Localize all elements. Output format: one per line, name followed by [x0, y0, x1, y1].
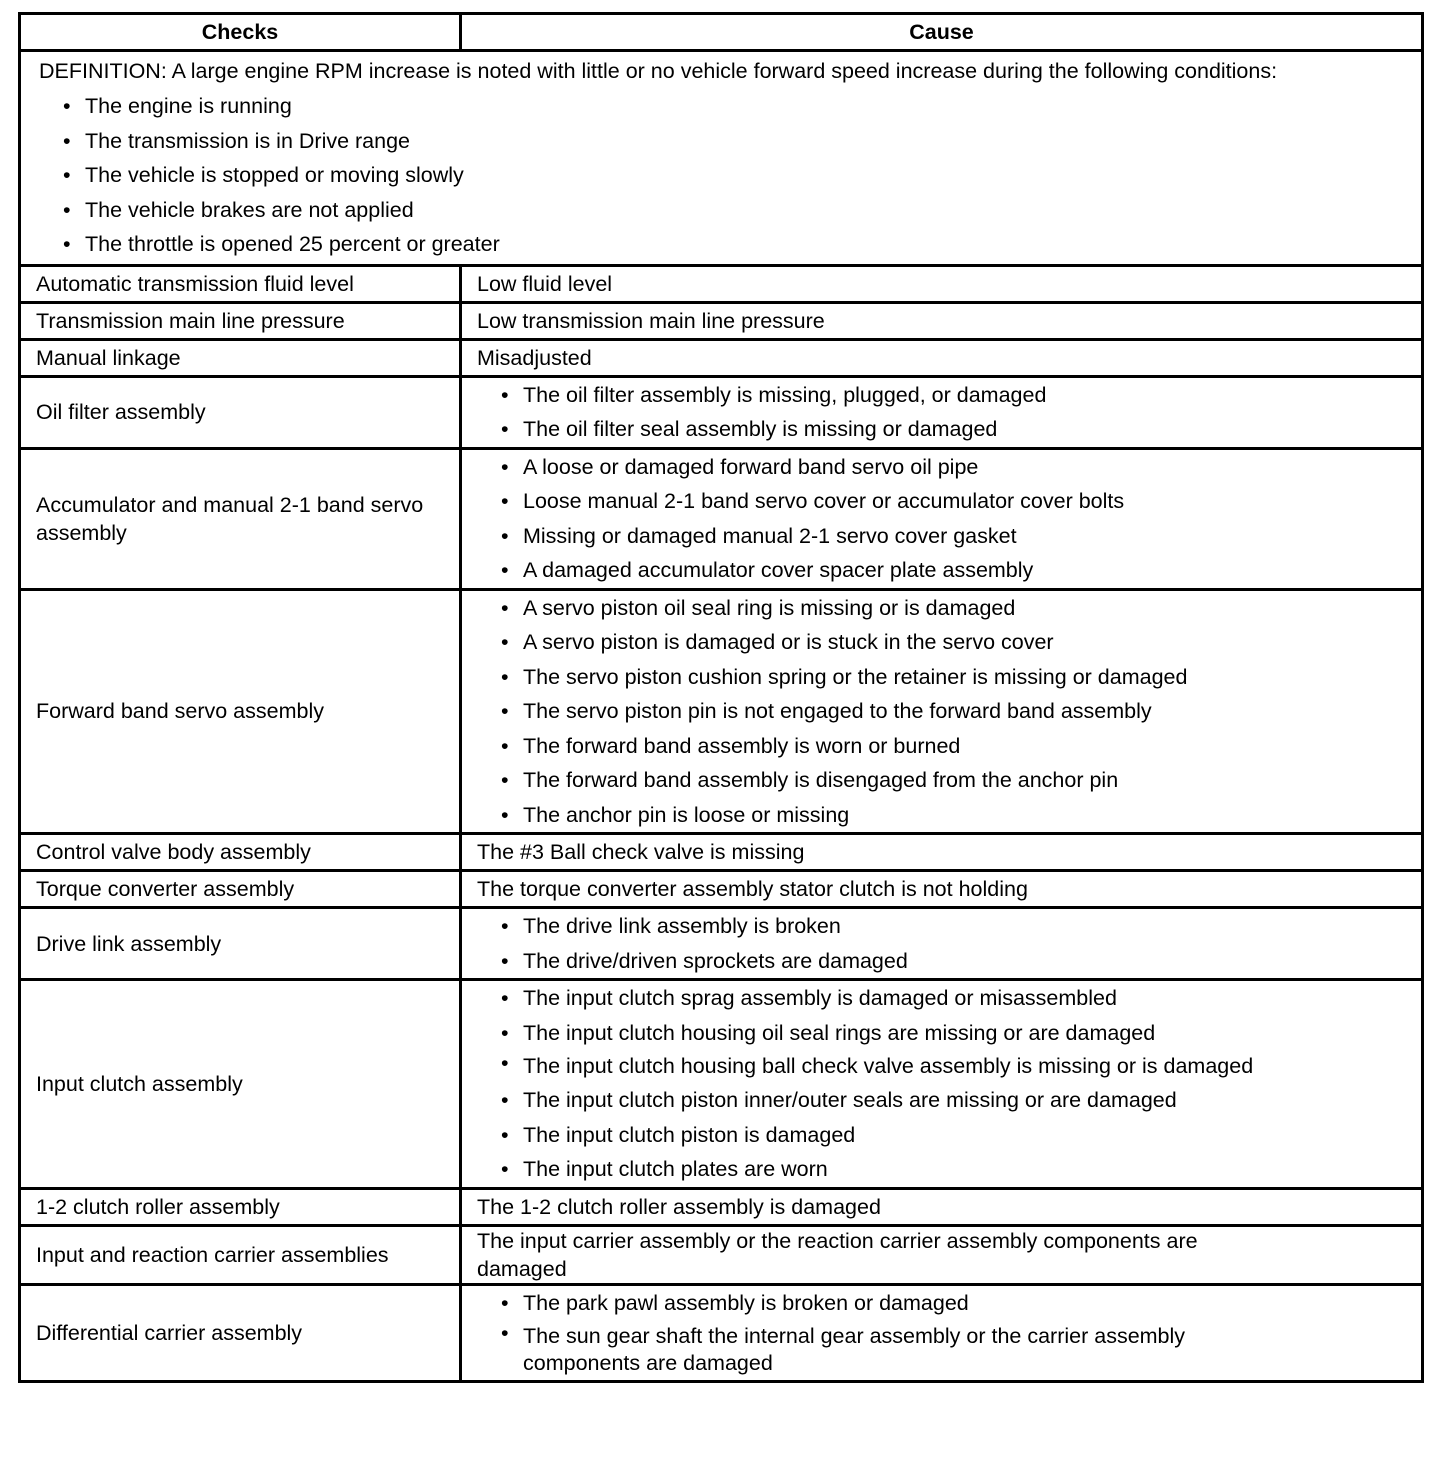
cause-list: [477, 981, 1411, 1187]
cause-item: • The oil filter assembly is missing, plugged, or damaged: [477, 378, 1411, 413]
cause-cell: [461, 1225, 1423, 1284]
table-row: [20, 589, 1423, 834]
check-cell: Forward band servo assembly: [20, 589, 461, 834]
table-row: [20, 1188, 1423, 1225]
cause-item: • The input clutch piston is damaged: [477, 1118, 1411, 1153]
cause-list: [477, 1286, 1221, 1381]
cause-item: • The input clutch sprag assembly is damaged or misassembled: [477, 981, 1411, 1016]
header-row: [20, 14, 1423, 51]
cause-list: [477, 378, 1411, 447]
table-row: [20, 448, 1423, 589]
cause-item: • The oil filter seal assembly is missing or damaged: [477, 412, 1411, 447]
cause-item: • A servo piston oil seal ring is missing or is damaged: [477, 591, 1411, 626]
check-cell: Accumulator and manual 2-1 band servo assembly: [20, 448, 461, 589]
table-row: [20, 834, 1423, 871]
check-cell: Torque converter assembly: [20, 871, 461, 908]
diagnostic-table: [18, 12, 1424, 1383]
cause-item: • The input clutch plates are worn: [477, 1152, 1411, 1187]
table-row: [20, 265, 1423, 302]
check-cell: Input clutch assembly: [20, 980, 461, 1189]
cause-cell: Low transmission main line pressure: [461, 302, 1423, 339]
cause-cell: [461, 908, 1423, 980]
cause-cell: [461, 376, 1423, 448]
table-row: [20, 871, 1423, 908]
cause-item: • The input clutch housing oil seal rings are missing or are damaged: [477, 1016, 1411, 1051]
condition-item: • The transmission is in Drive range: [39, 124, 1409, 159]
check-cell: Drive link assembly: [20, 908, 461, 980]
cause-list: [477, 909, 1411, 978]
check-cell: 1-2 clutch roller assembly: [20, 1188, 461, 1225]
cause-cell: [461, 1284, 1423, 1382]
cause-cell: Misadjusted: [461, 339, 1423, 376]
check-cell: Manual linkage: [20, 339, 461, 376]
cause-item: • A servo piston is damaged or is stuck in the servo cover: [477, 625, 1411, 660]
cause-item: • The anchor pin is loose or missing: [477, 798, 1411, 833]
cause-cell: [461, 980, 1423, 1189]
cause-item: • The drive/driven sprockets are damaged: [477, 944, 1411, 979]
cause-cell: The torque converter assembly stator clutch is not holding: [461, 871, 1423, 908]
table-row: [20, 302, 1423, 339]
cause-cell: The 1-2 clutch roller assembly is damaged: [461, 1188, 1423, 1225]
check-cell: Oil filter assembly: [20, 376, 461, 448]
table-row: [20, 908, 1423, 980]
cause-list: [477, 591, 1411, 833]
cause-cell: Low fluid level: [461, 265, 1423, 302]
definition-text: DEFINITION: A large engine RPM increase is noted with little or no vehicle forward speed increase during the following conditions:: [39, 59, 1278, 83]
cause-item: • The input clutch housing ball check valve assembly is missing or is damaged: [477, 1050, 1411, 1083]
table-row: [20, 1284, 1423, 1382]
conditions-list: [39, 89, 1409, 262]
check-cell: Transmission main line pressure: [20, 302, 461, 339]
check-cell: Automatic transmission fluid level: [20, 265, 461, 302]
cause-item: • The park pawl assembly is broken or damaged: [477, 1286, 1221, 1321]
check-cell: Control valve body assembly: [20, 834, 461, 871]
cause-cell: [461, 448, 1423, 589]
cause-item: • A damaged accumulator cover spacer plate assembly: [477, 553, 1411, 588]
condition-item: • The engine is running: [39, 89, 1409, 124]
header-cause: Cause: [461, 14, 1423, 51]
cause-item: • The servo piston cushion spring or the retainer is missing or damaged: [477, 660, 1411, 695]
cause-item: • A loose or damaged forward band servo oil pipe: [477, 450, 1411, 485]
table-row: [20, 376, 1423, 448]
cause-item: • The servo piston pin is not engaged to the forward band assembly: [477, 694, 1411, 729]
header-checks: Checks: [20, 14, 461, 51]
cause-item: • The input clutch piston inner/outer seals are missing or are damaged: [477, 1083, 1411, 1118]
table-row: [20, 1225, 1423, 1284]
condition-item: • The vehicle brakes are not applied: [39, 193, 1409, 228]
cause-cell: [461, 589, 1423, 834]
condition-item: • The throttle is opened 25 percent or greater: [39, 227, 1409, 262]
cause-list: [477, 450, 1411, 588]
cause-item: • The sun gear shaft the internal gear assembly or the carrier assembly components are damaged: [477, 1320, 1221, 1380]
cause-item: • The forward band assembly is disengaged from the anchor pin: [477, 763, 1411, 798]
cause-text: The input carrier assembly or the reaction carrier assembly components are damaged: [477, 1228, 1198, 1281]
condition-item: • The vehicle is stopped or moving slowly: [39, 158, 1409, 193]
table-row: [20, 339, 1423, 376]
cause-cell: The #3 Ball check valve is missing: [461, 834, 1423, 871]
cause-item: • The drive link assembly is broken: [477, 909, 1411, 944]
check-cell: Differential carrier assembly: [20, 1284, 461, 1382]
definition-cell: [20, 51, 1423, 266]
cause-item: • Missing or damaged manual 2-1 servo cover gasket: [477, 519, 1411, 554]
table-row: [20, 980, 1423, 1189]
cause-item: • Loose manual 2-1 band servo cover or accumulator cover bolts: [477, 484, 1411, 519]
definition-row: [20, 51, 1423, 266]
check-cell: Input and reaction carrier assemblies: [20, 1225, 461, 1284]
cause-item: • The forward band assembly is worn or burned: [477, 729, 1411, 764]
